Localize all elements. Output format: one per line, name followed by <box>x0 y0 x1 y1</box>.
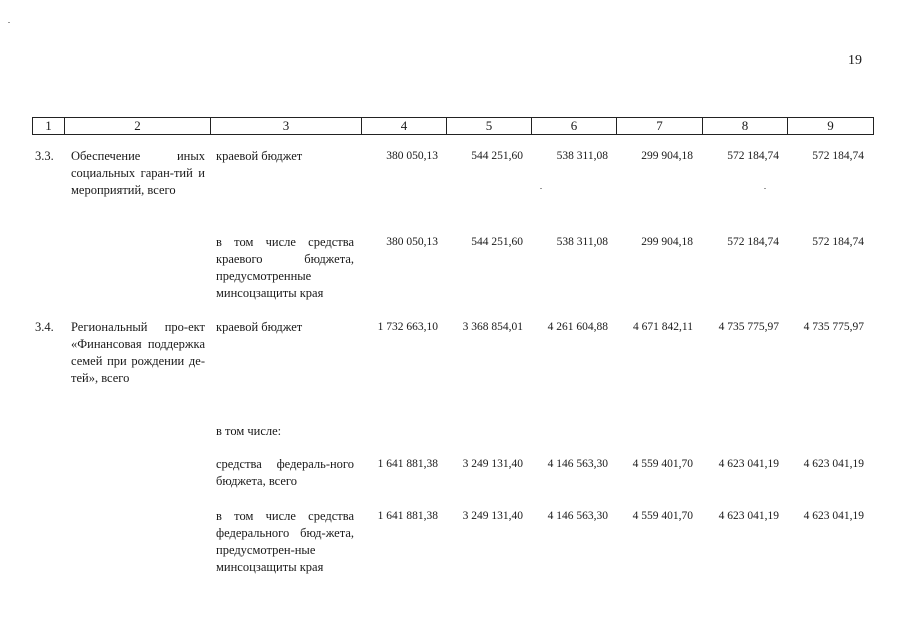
value-cell: 4 671 842,11 <box>633 321 693 333</box>
value-cell: 299 904,18 <box>641 236 693 248</box>
funding-source: краевой бюджет <box>216 320 303 334</box>
value-cell: 4 559 401,70 <box>632 458 693 470</box>
value-cell: 1 641 881,38 <box>377 458 438 470</box>
value-cell: 538 311,08 <box>556 150 608 162</box>
row-number: 3.3. <box>35 149 54 163</box>
value-cell: 4 735 775,97 <box>718 321 779 333</box>
value-cell: 1 641 881,38 <box>377 510 438 522</box>
column-header-5: 5 <box>447 118 532 135</box>
value-cell: 4 146 563,30 <box>547 458 608 470</box>
column-header-9: 9 <box>788 118 874 135</box>
value-cell: 1 732 663,10 <box>377 321 438 333</box>
funding-source: в том числе средства федерального бюд-жета, предусмотрен-ные минсоцзащиты края <box>216 509 354 574</box>
value-cell: 3 249 131,40 <box>462 510 523 522</box>
value-cell: 4 146 563,30 <box>547 510 608 522</box>
value-cell: 380 050,13 <box>386 150 438 162</box>
column-header-8: 8 <box>703 118 788 135</box>
value-cell: 572 184,74 <box>812 236 864 248</box>
column-number-header <box>32 117 874 135</box>
value-cell: 3 368 854,01 <box>462 321 523 333</box>
value-cell: 380 050,13 <box>386 236 438 248</box>
value-cell: 538 311,08 <box>556 236 608 248</box>
value-cell: 544 251,60 <box>471 236 523 248</box>
row-description: Обеспечение иных социальных гаран-тий и мероприятий, всего <box>71 149 205 197</box>
value-cell: 4 623 041,19 <box>803 458 864 470</box>
value-cell: 544 251,60 <box>471 150 523 162</box>
column-header-7: 7 <box>617 118 703 135</box>
column-header-2: 2 <box>65 118 211 135</box>
page-number: 19 <box>848 53 862 68</box>
row-description: Региональный про-ект «Финансовая поддержка семей при рождении де-тей», всего <box>71 320 205 385</box>
value-cell: 4 559 401,70 <box>632 510 693 522</box>
value-cell: 4 623 041,19 <box>718 458 779 470</box>
funding-source: средства федераль-ного бюджета, всего <box>216 457 354 488</box>
value-cell: 299 904,18 <box>641 150 693 162</box>
value-cell: 4 623 041,19 <box>803 510 864 522</box>
column-header-3: 3 <box>211 118 362 135</box>
column-header-6: 6 <box>532 118 617 135</box>
value-cell: 572 184,74 <box>812 150 864 162</box>
value-cell: 3 249 131,40 <box>462 458 523 470</box>
column-header-1: 1 <box>33 118 65 135</box>
column-header-4: 4 <box>362 118 447 135</box>
value-cell: 572 184,74 <box>727 150 779 162</box>
row-number: 3.4. <box>35 320 54 334</box>
value-cell: 4 735 775,97 <box>803 321 864 333</box>
funding-source: в том числе: <box>216 424 282 438</box>
scan-speck <box>540 188 542 189</box>
scan-speck <box>8 22 10 23</box>
funding-source: краевой бюджет <box>216 149 303 163</box>
value-cell: 4 261 604,88 <box>547 321 608 333</box>
value-cell: 4 623 041,19 <box>718 510 779 522</box>
value-cell: 572 184,74 <box>727 236 779 248</box>
scan-speck <box>764 188 766 189</box>
funding-source: в том числе средства краевого бюджета, предусмотренные минсоцзащиты края <box>216 235 354 300</box>
